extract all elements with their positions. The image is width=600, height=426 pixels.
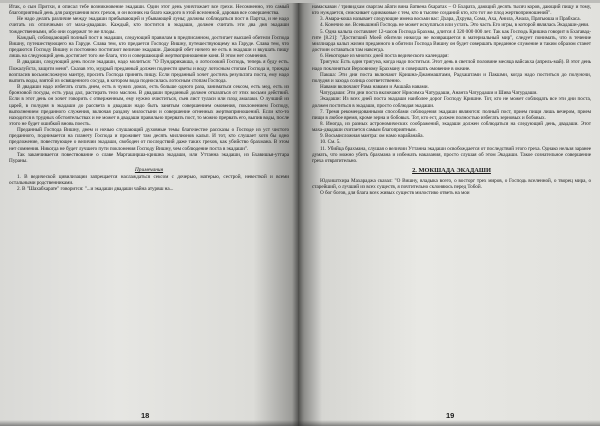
- left-body: [9, 4, 289, 193]
- right-paragraph: намаскаван / тривидхам сваргам айати вина йатвена бхаратах – О Бхарата, дающий десять тысяч коров, дающий пищу и тому, кто нуждается, снискивает одинаковые с тем, кто в тысяче созданий кто, кто тот же плод жертвоприношений".: [312, 4, 591, 17]
- left-paragraph: Преданный Господа Вишну, днем и ночью слушающий духовные темы благочестие рассказы о Господе из уст чистого преданного, поднимается на планету Господа и проживет там десять миллионов кальп. И тот, кто слушает хотя бы одно предложение, повествующее о величии экадаши, свободен от последствий даже таких грехов, как убийство брахмана. В этом нет сомнения. Никогда не будет лучшего пути поклонения Господу Вишну, чем соблюдение поста в экадаши".: [9, 127, 289, 152]
- left-paragraph: Не надо делать различие между экадаши прибывающей и убывающей луны; должны соблюдаться пост в Партха, и не надо считать их отличными от маха-двадаши. Каждый, кто постится в экадаши, должен считать эти два дня экадаши тождественными, ибо они содержат те же плоды.: [9, 16, 289, 35]
- right-body: [312, 4, 591, 197]
- right-paragraph: 5. Одна кальпа составляет 12-часов Господа Брахмы, длится 4 320 000 000 лет. Так как Господь Кришна говорит в Бхагавад-гите [8.21]: "Достигший Моей обители никогда не возвращается в материальный мир", следует понимать, что в течение миллиарда кальп жизни преданного в обители Господа Вишну он будет совершать преданное служение и таким образом станет достоин оставаться там навсегда.: [312, 28, 591, 54]
- left-paragraph: В двадаши надо избегать спать днем, есть в чужих домах, есть больше одного раза, заниматься сексом, есть мед, есть из бронзовой посуды, есть урад дал, растирать тело маслом. В двадаши преданный должен отказаться от этих восьми действий. Если в этот день он хочет говорить с отверженным, ему нужно очиститься, съев лист туласи или плод амалаки. О лучший из царей, в полудня в экадаши до рассвета в двадаши надо быть занятым совершением омовения, поклонением Господу, выполнением преданного служения, включая раздачу милостыни и совершение огненных жертвоприношений. Если кто-то находится в трудных обстоятельствах и не может в двадаши правильно прервать пост, то можно прервать его, выпив воды, после этого не будет ошибкой вновь поесть.: [9, 84, 289, 127]
- notes-title: Примечания: [134, 167, 164, 174]
- left-paragraph: В двадаши, следующий день после экадаши, надо молиться: "О Пундарикакша, о лотосоокий Господь, теперь я буду есть. Пожалуйста, защити меня". Сказав это, мудрый преданный должен поднести цветы и воду лотосным стопам Господа и, трижды возгласив восьмисложную мантру, просить Господа принять пищу. Если преданный хочет достичь результата поста, ему надо выпить воды, взятой из освященного сосуда, в котором вода подносилась лотосным стопам Господа.: [9, 59, 289, 84]
- right-paragraph: Пакша: Эти дни поста включают Кришна-Джанмаштами, Радхаштами и Пакшми, когда надо поститься до полуночи, полудня и захода солнца соответственно.: [312, 71, 591, 84]
- right-page: [298, 0, 600, 426]
- right-paragraph: О бог богов, для блага всех живых существ милостиво ответь на мои: [320, 190, 470, 197]
- page-number: 18: [141, 411, 150, 420]
- right-paragraph: 11. Убийца брахмана, слушая о величии Уттанна экадаши освобождается от последствий этого греха. Однако нельзя заранее думать, что можно убить брахмана и избежать наказания, просто слушая об этом Экадаши. Такое сознательное совершение греха отвратительно.: [312, 145, 591, 164]
- footnote: 2. В "Шахабхарате" говорится: "...и экадаши двадаши чайна атурвш на...: [17, 186, 174, 193]
- right-paragraph: Чатурдаши: Эти дни поста включают Нрисимха Чатурдаши, Ананта Чатурдаши и Шива Чатурдаши.: [320, 90, 538, 97]
- left-paragraph: Итак, о сын Притхи, я описал тебе возникновение экадаши. Один этот день уничтожает все грехи. Несомненно, это самый благоприятный день для разрушения всех грехов, и он возник на благо каждого в этой вселенной, даровав все совершенства.: [9, 4, 289, 17]
- page-top-edge: [0, 0, 600, 3]
- page-bottom-shadow: [0, 420, 600, 426]
- left-paragraph: Каждый, соблюдающий полный пост в экадаши, следующий правилам в предписанном, достигает высшей обители Господа Вишну, путешествующего на Гаруде. Слава тем, кто предается Господу Вишну, путешествующему на Гаруде. Слава тем, что предаются Господу Вишну и постоянно постигают величие экадаши. Дающий обет ничего не есть в экадаши и вкушать пищу лишь на следующий день достигает того же блага, что и совершающий жертвоприношение коня. В этом нет сомнения.: [9, 34, 289, 60]
- right-paragraph: 8. Иногда, из разных астрономических соображений, экадаши должен соблюдаться на следующий день, двадаши. Этот маха-двадаши считается самым благоприятным.: [312, 120, 591, 134]
- footnote: 1. В ведической цивилизации запрещается наслаждаться сексом с дочерью, матерью, сестрой, невесткой и всеми остальными родственниками.: [9, 174, 289, 187]
- right-paragraph: Юдхиштхира Махараджа сказал: "О Вишну, владыка всего, о восторг трех миров, о Господь вселенной, о творец мира, о старейший, о лучший из всех существ, я почтительно склоняюсь перед Тобой.: [312, 178, 591, 191]
- right-paragraph: 6. Некоторые из многих дней поста ведического календаря:: [320, 53, 449, 60]
- right-paragraph: 9. Восьмисложная мантра: ом намо нарайанайа.: [320, 133, 424, 140]
- right-paragraph: 7. Тремя рекомендованными способами соблюдения экадаши являются: полный пост, прием пищи лишь вечером, прием пищи в любое время, кроме зерна и бобовых. Тот, кто ест, должен полностью избегать зерновых и бобовых.: [312, 108, 591, 121]
- right-paragraph: Тригуна: Есть один тригуна, когда надо поститься. Этот день в светлой половине месяца вайсакха (апрель-май). В этот день надо поклоняться Верховному Брахману и совершать омовение в океане.: [312, 59, 591, 72]
- left-paragraph: Так заканчивается повествование о славе Маргаширша-кришна экадаши, или Уттанна экадаши, из Бхавишья-уттара Пураны.: [9, 151, 289, 164]
- right-paragraph: 4. Конечно же. Всевышний Господь не может искупаться или устать. Это часть Его игры, в которой являлась Экадаши-деви.: [320, 22, 590, 29]
- left-page: [0, 0, 298, 426]
- chapter-heading: 2. МОКШАДА ЭКАДАШИ: [412, 167, 491, 175]
- right-paragraph: 3. Амара-коша называет следующие имена восьми вас: Дхара, Дхрува, Сома, Аха, Анила, Анала, Пратьюша и Прабхаса.: [320, 16, 581, 23]
- right-paragraph: Экадаши: Из всех дней поста экадаши наиболее дорог Господу Кришне. Тот, кто не может соблюдать все эти дни поста, должен поститься в экадаши, просто соблюдая экадаши.: [312, 96, 591, 109]
- page-number: 19: [446, 411, 455, 420]
- right-paragraph: 10. См. 5.: [320, 139, 341, 146]
- right-paragraph: Навами включают Рама навами и Акшайа навами.: [320, 84, 429, 91]
